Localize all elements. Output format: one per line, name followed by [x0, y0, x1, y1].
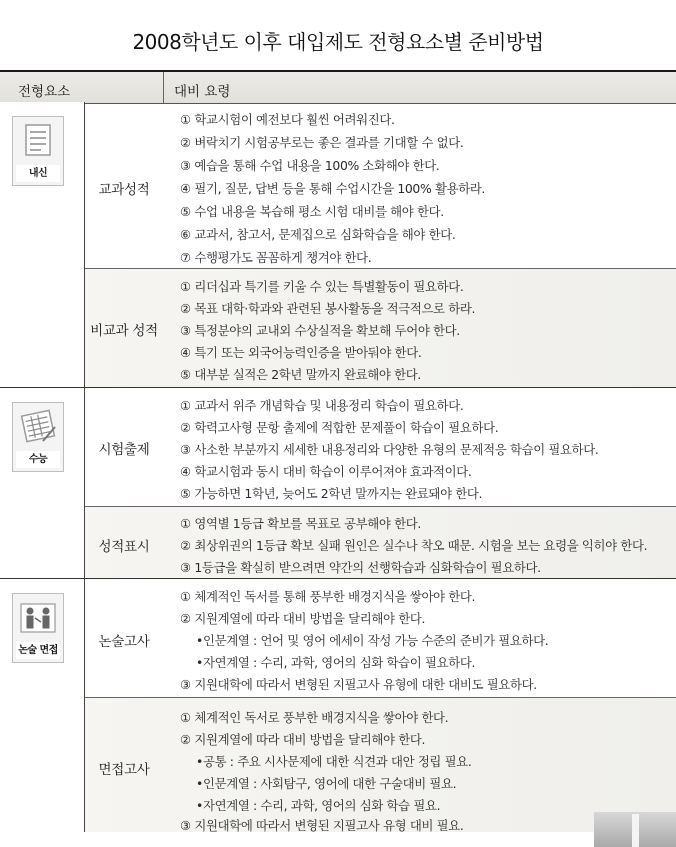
list-item: ② 벼락치기 시험공부로는 좋은 결과를 기대할 수 없다.	[180, 135, 464, 150]
category-label: 내신	[16, 165, 60, 182]
page-title: 2008학년도 이후 대입제도 전형요소별 준비방법	[132, 30, 544, 54]
list-item: ② 학력고사형 문항 출제에 적합한 문제풀이 학습이 필요하다.	[180, 420, 499, 435]
list-item: ③ 1등급을 확실히 받으려면 약간의 선행학습과 심화학습이 필요하다.	[180, 560, 541, 575]
header-col-tips: 대비 요령	[174, 84, 231, 100]
list-item: •자연계열 : 수리, 과학, 영어의 심화 학습이 필요하다.	[196, 655, 476, 670]
list-item: •인문계열 : 사회탐구, 영어에 대한 구술대비 필요.	[196, 776, 457, 791]
table-header	[0, 70, 676, 104]
list-item: ① 학교시험이 예전보다 훨씬 어려워진다.	[180, 112, 395, 127]
list-item: ⑤ 대부분 실적은 2학년 말까지 완료해야 한다.	[180, 367, 421, 382]
interview-icon	[12, 593, 64, 663]
sub-row-academic-grades	[85, 102, 676, 268]
list-item: •인문계열 : 언어 및 영어 에세이 작성 가능 수준의 준비가 필요하다.	[196, 633, 549, 648]
list-item: ① 체계적인 독서를 통해 풍부한 배경지식을 쌓아야 한다.	[180, 589, 476, 604]
list-item: ⑦ 수행평가도 꼼꼼하게 챙겨야 한다.	[180, 250, 372, 265]
sub-label: 면접고사	[98, 762, 150, 778]
sub-label: 시험출제	[98, 442, 150, 458]
sub-row-exam-questions	[85, 388, 676, 506]
list-item: ① 교과서 위주 개념학습 및 내용정리 학습이 필요하다.	[180, 398, 464, 413]
list-item: •공통 : 주요 시사문제에 대한 식견과 대안 정립 필요.	[196, 754, 472, 769]
list-item: ③ 지원대학에 따라서 변형된 지필고사 유형 대비 필요.	[180, 818, 464, 833]
list-item: ② 최상위권의 1등급 확보 실패 원인은 실수나 착오 때문. 시험을 보는 요령을 익히야 한다.	[180, 538, 648, 553]
category-label: 수능	[16, 451, 60, 468]
answer-sheet-icon	[12, 402, 64, 472]
list-item: ④ 특기 또는 외국어능력인증을 받아둬야 한다.	[180, 345, 422, 360]
list-item: ① 리더십과 특기를 키울 수 있는 특별활동이 필요하다.	[180, 279, 464, 294]
sub-label: 비교과 성적	[90, 323, 158, 339]
list-item: ⑤ 가능하면 1학년, 늦어도 2학년 말까지는 완료돼야 한다.	[180, 486, 483, 501]
sub-row-essay-exam	[85, 579, 676, 697]
list-item: ⑤ 수업 내용을 복습해 평소 시험 대비를 해야 한다.	[180, 204, 444, 219]
list-item: ② 지원계열에 따라 대비 방법을 달리해야 한다.	[180, 732, 426, 747]
category-label: 논술 면접	[16, 642, 60, 659]
list-item: ② 지원계열에 따라 대비 방법을 달리해야 한다.	[180, 611, 426, 626]
document-icon	[12, 116, 64, 186]
sub-label: 성적표시	[98, 539, 150, 555]
header-col-category: 전형요소	[18, 84, 71, 100]
page-tab-stripe	[632, 814, 639, 847]
list-item: ① 체계적인 독서로 풍부한 배경지식을 쌓아야 한다.	[180, 710, 449, 725]
sub-row-non-academic	[85, 269, 676, 387]
list-item: ③ 지원대학에 따라서 변형된 지필고사 유형에 대한 대비도 필요하다.	[180, 677, 537, 692]
list-item: ③ 사소한 부분까지 세세한 내용정리와 다양한 유형의 문제적응 학습이 필요하다.	[180, 442, 599, 457]
sub-row-interview-exam	[85, 698, 676, 832]
sub-row-score-display	[85, 507, 676, 578]
list-item: ⑥ 교과서, 참고서, 문제집으로 심화학습을 해야 한다.	[180, 227, 456, 242]
list-item: ④ 필기, 질문, 답변 등을 통해 수업시간을 100% 활용하라.	[180, 181, 486, 196]
list-item: ② 목표 대학·학과와 관련된 봉사활동을 적극적으로 하라.	[180, 301, 476, 316]
list-item: ③ 특정분야의 교내외 수상실적을 확보해 두어야 한다.	[180, 323, 460, 338]
list-item: •자연계열 : 수리, 과학, 영어의 심화 학습 필요.	[196, 798, 441, 813]
list-item: ④ 학교시험과 동시 대비 학습이 이루어져야 효과적이다.	[180, 464, 472, 479]
list-item: ① 영역별 1등급 확보를 목표로 공부해야 한다.	[180, 516, 421, 531]
sub-label: 논술고사	[98, 634, 150, 650]
sub-label: 교과성적	[98, 182, 150, 198]
list-item: ③ 예습을 통해 수업 내용을 100% 소화해야 한다.	[180, 158, 440, 173]
